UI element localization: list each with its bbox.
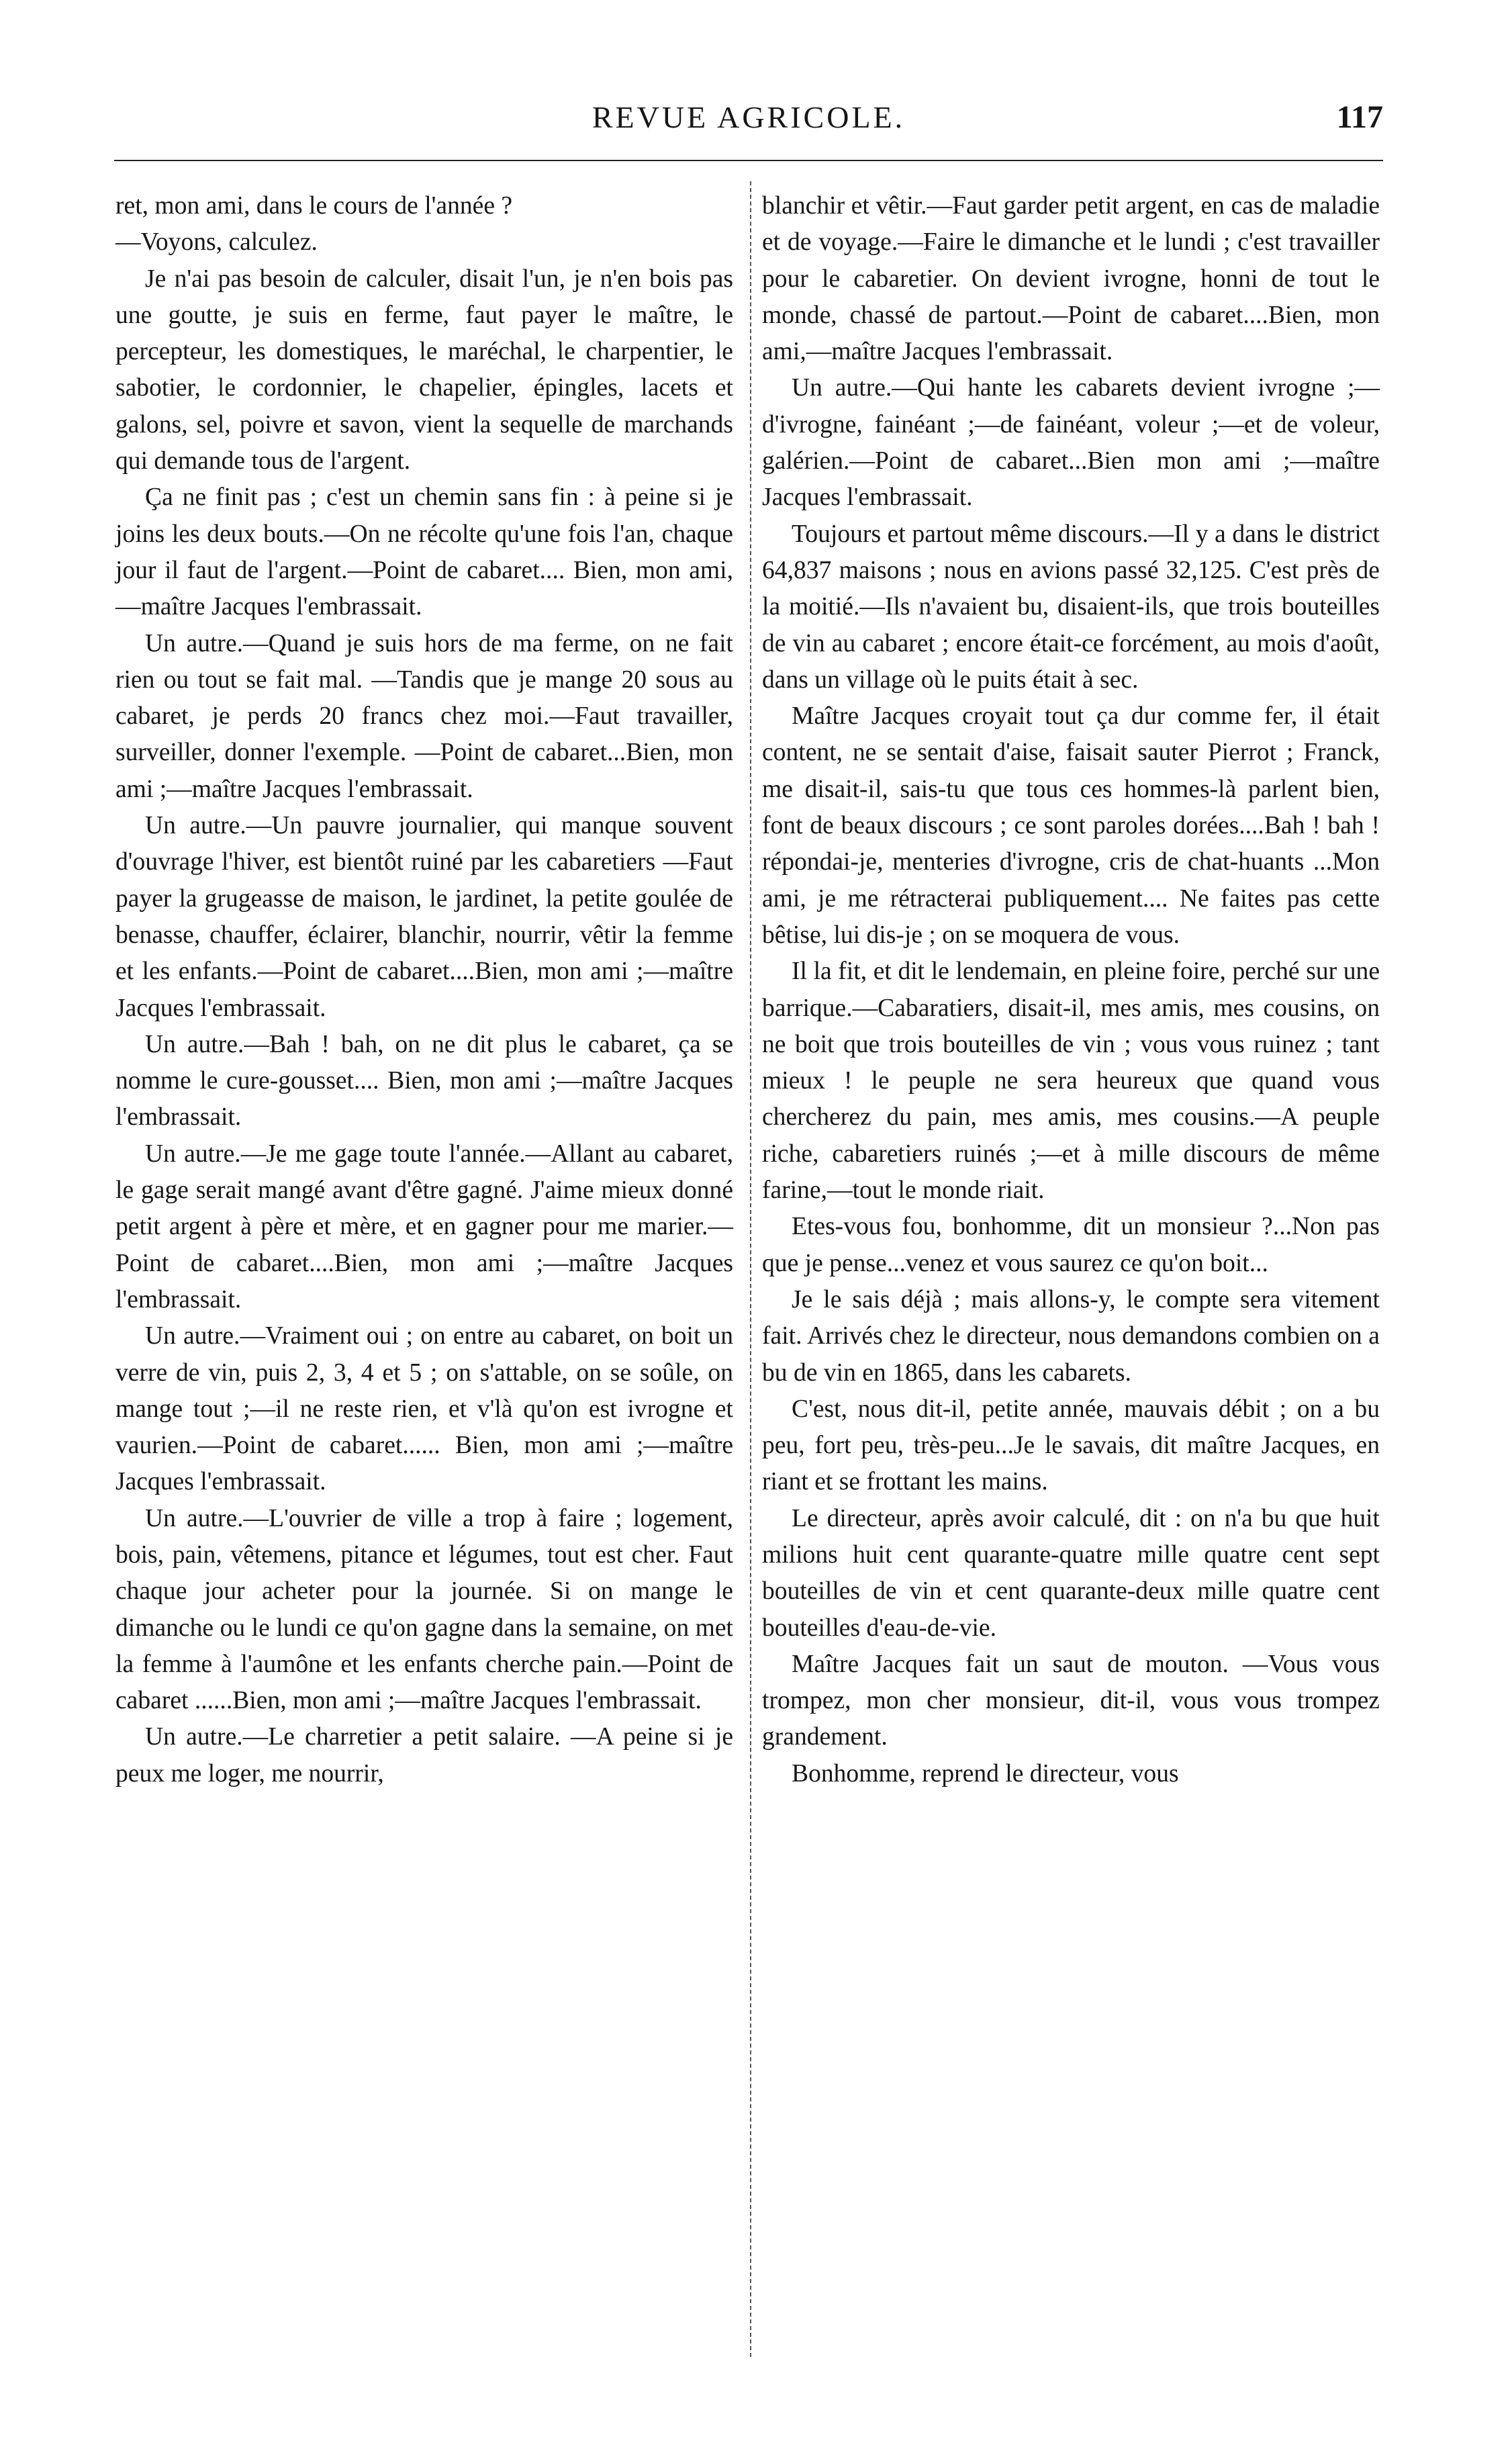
paragraph: Le directeur, après avoir calculé, dit : on n'a bu que huit milions huit cent quarante-quatre mille quatre cent sept bouteilles de vin et cent quarante-deux mille quatre cent bouteilles d'eau-de-vie.	[762, 1504, 1380, 1642]
running-head	[114, 97, 1383, 144]
column-divider	[750, 181, 751, 2357]
paragraph: Un autre.—Vraiment oui ; on entre au cabaret, on boit un verre de vin, puis 2, 3, 4 et 5 ; on s'attable, on se soûle, on mange tout ;—il ne reste rien, et v'là qu'on est ivrogne et vaurien.—Point de cabaret...... Bien, mon ami ;—maître Jacques l'embrassait.	[115, 1322, 733, 1496]
paragraph: Il la fit, et dit le lendemain, en pleine foire, perché sur une barrique.—Cabaratiers, disait-il, mes amis, mes cousins, on ne boit que trois bouteilles de vin ; vous vous ruinez ; tant mieux ! le peuple ne sera heureux que quand vous chercherez du pain, mes amis, mes cousins.—A peuple riche, cabaretiers ruinés ;—et à mille discours de même farine,—tout le monde riait.	[762, 958, 1380, 1205]
paragraph: —Voyons, calculez.	[115, 228, 318, 257]
paragraph: Maître Jacques fait un saut de mouton. —Vous vous trompez, mon cher monsieur, dit-il, vous vous trompez grandement.	[762, 1650, 1380, 1751]
paragraph: Je le sais déjà ; mais allons-y, le compte sera vitement fait. Arrivés chez le directeur, nous demandons combien on a bu de vin en 1865, dans les cabarets.	[762, 1285, 1380, 1387]
paragraph: Un autre.—L'ouvrier de ville a trop à faire ; logement, bois, pain, vêtemens, pitance et légumes, tout est cher. Faut chaque jour acheter pour la journée. Si on mange le dimanche ou le lundi ce qu'on gagne dans la semaine, on met la femme à l'aumône et les enfants cherche pain.—Point de cabaret ......Bien, mon ami ;—maître Jacques l'embrassait.	[115, 1504, 733, 1715]
paragraph: Ça ne finit pas ; c'est un chemin sans fin : à peine si je joins les deux bouts.—On ne récolte qu'une fois l'an, chaque jour il faut de l'argent.—Point de cabaret.... Bien, mon ami,—maître Jacques l'embrassait.	[115, 483, 733, 621]
paragraph: C'est, nous dit-il, petite année, mauvais débit ; on a bu peu, fort peu, très-peu...Je le savais, dit maître Jacques, en riant et se frottant les mains.	[762, 1395, 1380, 1496]
header-rule	[114, 160, 1383, 161]
paragraph: Je n'ai pas besoin de calculer, disait l'un, je n'en bois pas une goutte, je suis en ferme, faut payer le maître, le percepteur, les domestiques, le maréchal, le charpentier, le sabotier, le cordonnier, le chapelier, épingles, lacets et galons, sel, poivre et savon, vient la sequelle de marchands qui demande tous de l'argent.	[115, 265, 733, 475]
paragraph: Un autre.—Bah ! bah, on ne dit plus le cabaret, ça se nomme le cure-gousset.... Bien, mon ami ;—maître Jacques l'embrassait.	[115, 1030, 733, 1131]
paragraph: Bonhomme, reprend le directeur, vous	[792, 1759, 1179, 1788]
paragraph: Un autre.—Je me gage toute l'année.—Allant au cabaret, le gage serait mangé avant d'être gagné. J'aime mieux donné petit argent à père et mère, et en gagner pour me marier.—Point de cabaret....Bien, mon ami ;—maître Jacques l'embrassait.	[115, 1140, 733, 1313]
right-column	[762, 188, 1380, 1792]
paragraph: blanchir et vêtir.—Faut garder petit argent, en cas de maladie et de voyage.—Faire le dimanche et le lundi ; c'est travailler pour le cabaretier. On devient ivrogne, honni de tout le monde, chassé de partout.—Point de cabaret....Bien, mon ami,—maître Jacques l'embrassait.	[762, 192, 1380, 366]
left-column	[115, 188, 733, 1792]
paragraph: Maître Jacques croyait tout ça dur comme fer, il était content, ne se sentait d'aise, faisait sauter Pierrot ; Franck, me disait-il, sais-tu que tous ces hommes-là parlent bien, font de beaux discours ; ce sont paroles dorées....Bah ! bah ! répondai-je, menteries d'ivrogne, cris de chat-huants ...Mon ami, je me rétracterai publiquement.... Ne faites pas cette bêtise, lui dis-je ; on se moquera de vous.	[762, 702, 1380, 949]
paragraph: Un autre.—Le charretier a petit salaire. —A peine si je peux me loger, me nourrir,	[115, 1723, 733, 1788]
page-number: 117	[1336, 99, 1383, 135]
paragraph: ret, mon ami, dans le cours de l'année ?	[115, 192, 513, 220]
paragraph: Un autre.—Quand je suis hors de ma ferme, on ne fait rien ou tout se fait mal. —Tandis que je mange 20 sous au cabaret, je perds 20 francs chez moi.—Faut travailler, surveiller, donner l'exemple. —Point de cabaret...Bien, mon ami ;—maître Jacques l'embrassait.	[115, 629, 733, 803]
journal-title: REVUE AGRICOLE.	[592, 100, 906, 134]
paragraph: Toujours et partout même discours.—Il y a dans le district 64,837 maisons ; nous en avions passé 32,125. C'est près de la moitié.—Ils n'avaient bu, disaient-ils, que trois bouteilles de vin au cabaret ; encore était-ce forcément, au mois d'août, dans un village où le puits était à sec.	[762, 520, 1380, 694]
paragraph: Un autre.—Qui hante les cabarets devient ivrogne ;—d'ivrogne, fainéant ;—de fainéant, voleur ;—et de voleur, galérien.—Point de cabaret...Bien mon ami ;—maître Jacques l'embrassait.	[762, 374, 1380, 512]
paragraph: Un autre.—Un pauvre journalier, qui manque souvent d'ouvrage l'hiver, est bientôt ruiné par les cabaretiers —Faut payer la grugeasse de maison, le jardinet, la petite goulée de benasse, chauffer, éclairer, blanchir, nourrir, vêtir la femme et les enfants.—Point de cabaret....Bien, mon ami ;—maître Jacques l'embrassait.	[115, 812, 733, 1022]
paragraph: Etes-vous fou, bonhomme, dit un monsieur ?...Non pas que je pense...venez et vous saurez ce qu'on boit...	[762, 1213, 1380, 1277]
